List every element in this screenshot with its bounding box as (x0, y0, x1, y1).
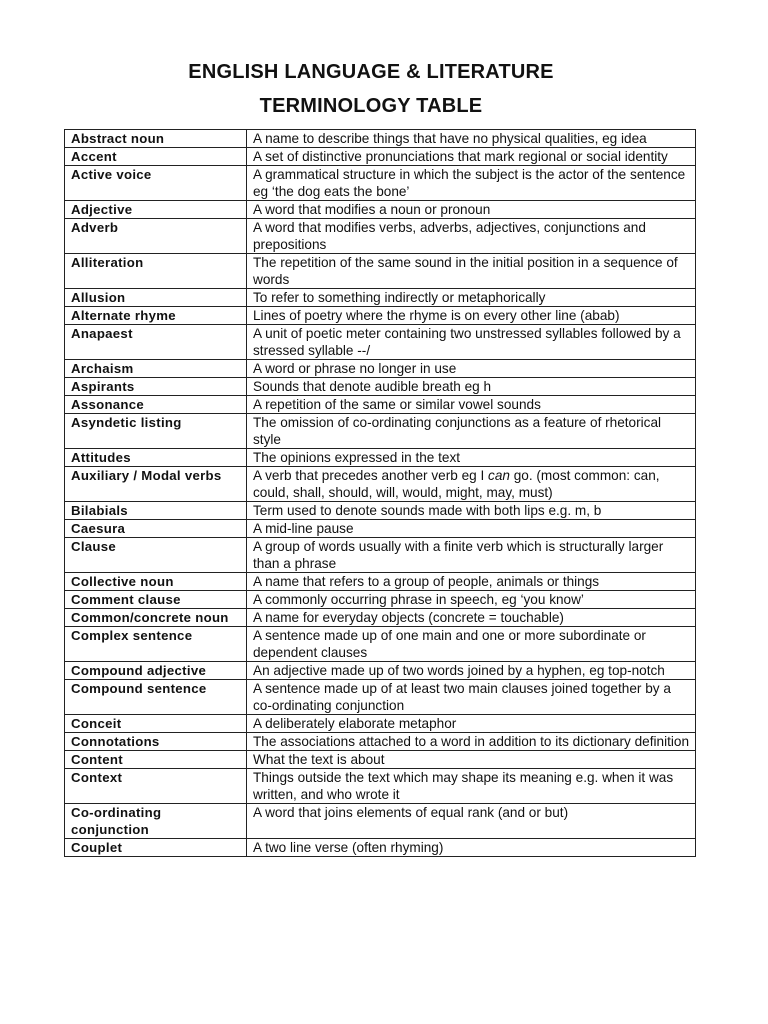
term-cell: Collective noun (65, 573, 247, 591)
table-row (65, 609, 696, 627)
term-cell: Connotations (65, 733, 247, 751)
term-cell: Aspirants (65, 378, 247, 396)
table-row (65, 201, 696, 219)
table-row (65, 449, 696, 467)
term-cell: Content (65, 751, 247, 769)
term-cell: Context (65, 769, 247, 804)
definition-cell: The omission of co-ordinating conjunctions as a feature of rhetorical style (247, 414, 696, 449)
table-row (65, 573, 696, 591)
term-cell: Bilabials (65, 502, 247, 520)
definition-cell: A set of distinctive pronunciations that mark regional or social identity (247, 148, 696, 166)
table-row (65, 769, 696, 804)
term-cell: Compound adjective (65, 662, 247, 680)
term-cell: Allusion (65, 289, 247, 307)
table-row (65, 538, 696, 573)
definition-cell: A grammatical structure in which the subject is the actor of the sentence eg ‘the dog eats the bone’ (247, 166, 696, 201)
term-cell: Abstract noun (65, 130, 247, 148)
definition-cell: A deliberately elaborate metaphor (247, 715, 696, 733)
term-cell: Co-ordinating conjunction (65, 804, 247, 839)
table-row (65, 325, 696, 360)
term-cell: Alliteration (65, 254, 247, 289)
definition-cell: Term used to denote sounds made with both lips e.g. m, b (247, 502, 696, 520)
term-cell: Compound sentence (65, 680, 247, 715)
definition-cell: A word or phrase no longer in use (247, 360, 696, 378)
table-row (65, 414, 696, 449)
table-row (65, 289, 696, 307)
term-cell: Active voice (65, 166, 247, 201)
definition-cell: The repetition of the same sound in the initial position in a sequence of words (247, 254, 696, 289)
table-row (65, 148, 696, 166)
term-cell: Attitudes (65, 449, 247, 467)
definition-cell: A name that refers to a group of people, animals or things (247, 573, 696, 591)
table-row (65, 804, 696, 839)
definition-cell: What the text is about (247, 751, 696, 769)
table-row (65, 591, 696, 609)
definition-cell (247, 467, 696, 502)
term-cell: Common/concrete noun (65, 609, 247, 627)
term-cell: Adverb (65, 219, 247, 254)
term-cell: Accent (65, 148, 247, 166)
definition-cell: A name for everyday objects (concrete = touchable) (247, 609, 696, 627)
term-cell: Couplet (65, 839, 247, 857)
term-cell: Complex sentence (65, 627, 247, 662)
table-row (65, 627, 696, 662)
term-cell: Assonance (65, 396, 247, 414)
table-row (65, 733, 696, 751)
definition-cell: The opinions expressed in the text (247, 449, 696, 467)
term-cell: Auxiliary / Modal verbs (65, 467, 247, 502)
definition-cell: A sentence made up of at least two main clauses joined together by a co-ordinating conjunction (247, 680, 696, 715)
term-cell: Asyndetic listing (65, 414, 247, 449)
table-row (65, 662, 696, 680)
definition-cell: The associations attached to a word in addition to its dictionary definition (247, 733, 696, 751)
definition-text: A verb that precedes another verb eg I (253, 468, 489, 483)
document-subtitle: TERMINOLOGY TABLE (259, 95, 483, 117)
document-title: ENGLISH LANGUAGE & LITERATURE (188, 61, 554, 83)
definition-cell: To refer to something indirectly or metaphorically (247, 289, 696, 307)
table-row (65, 378, 696, 396)
term-cell: Caesura (65, 520, 247, 538)
term-cell: Clause (65, 538, 247, 573)
definition-text: go. (most common: can, could, shall, should, will, would, might, may, must) (253, 468, 660, 500)
table-row (65, 839, 696, 857)
term-cell: Conceit (65, 715, 247, 733)
definition-cell: Sounds that denote audible breath eg h (247, 378, 696, 396)
definition-cell: A word that joins elements of equal rank (and or but) (247, 804, 696, 839)
table-row (65, 130, 696, 148)
definition-cell: A word that modifies a noun or pronoun (247, 201, 696, 219)
table-row (65, 166, 696, 201)
table-row (65, 360, 696, 378)
table-row (65, 254, 696, 289)
table-row (65, 307, 696, 325)
definition-cell: A mid-line pause (247, 520, 696, 538)
definition-cell: An adjective made up of two words joined by a hyphen, eg top-notch (247, 662, 696, 680)
table-row (65, 520, 696, 538)
table-row (65, 751, 696, 769)
table-row (65, 502, 696, 520)
definition-cell: A group of words usually with a finite verb which is structurally larger than a phrase (247, 538, 696, 573)
definition-cell: A two line verse (often rhyming) (247, 839, 696, 857)
definition-cell: A repetition of the same or similar vowel sounds (247, 396, 696, 414)
definition-italic-text: can (488, 468, 510, 483)
term-cell: Archaism (65, 360, 247, 378)
definition-cell: Things outside the text which may shape its meaning e.g. when it was written, and who wrote it (247, 769, 696, 804)
term-cell: Anapaest (65, 325, 247, 360)
term-cell: Comment clause (65, 591, 247, 609)
definition-cell: A unit of poetic meter containing two unstressed syllables followed by a stressed syllable --/ (247, 325, 696, 360)
definition-cell: A word that modifies verbs, adverbs, adjectives, conjunctions and prepositions (247, 219, 696, 254)
table-row (65, 219, 696, 254)
table-row (65, 396, 696, 414)
definition-cell: Lines of poetry where the rhyme is on every other line (abab) (247, 307, 696, 325)
table-row (65, 467, 696, 502)
definition-cell: A commonly occurring phrase in speech, eg ‘you know’ (247, 591, 696, 609)
term-cell: Alternate rhyme (65, 307, 247, 325)
table-row (65, 715, 696, 733)
table-row (65, 680, 696, 715)
terminology-table-body (65, 130, 696, 857)
term-cell: Adjective (65, 201, 247, 219)
terminology-table (64, 129, 696, 857)
definition-cell: A name to describe things that have no physical qualities, eg idea (247, 130, 696, 148)
definition-cell: A sentence made up of one main and one or more subordinate or dependent clauses (247, 627, 696, 662)
